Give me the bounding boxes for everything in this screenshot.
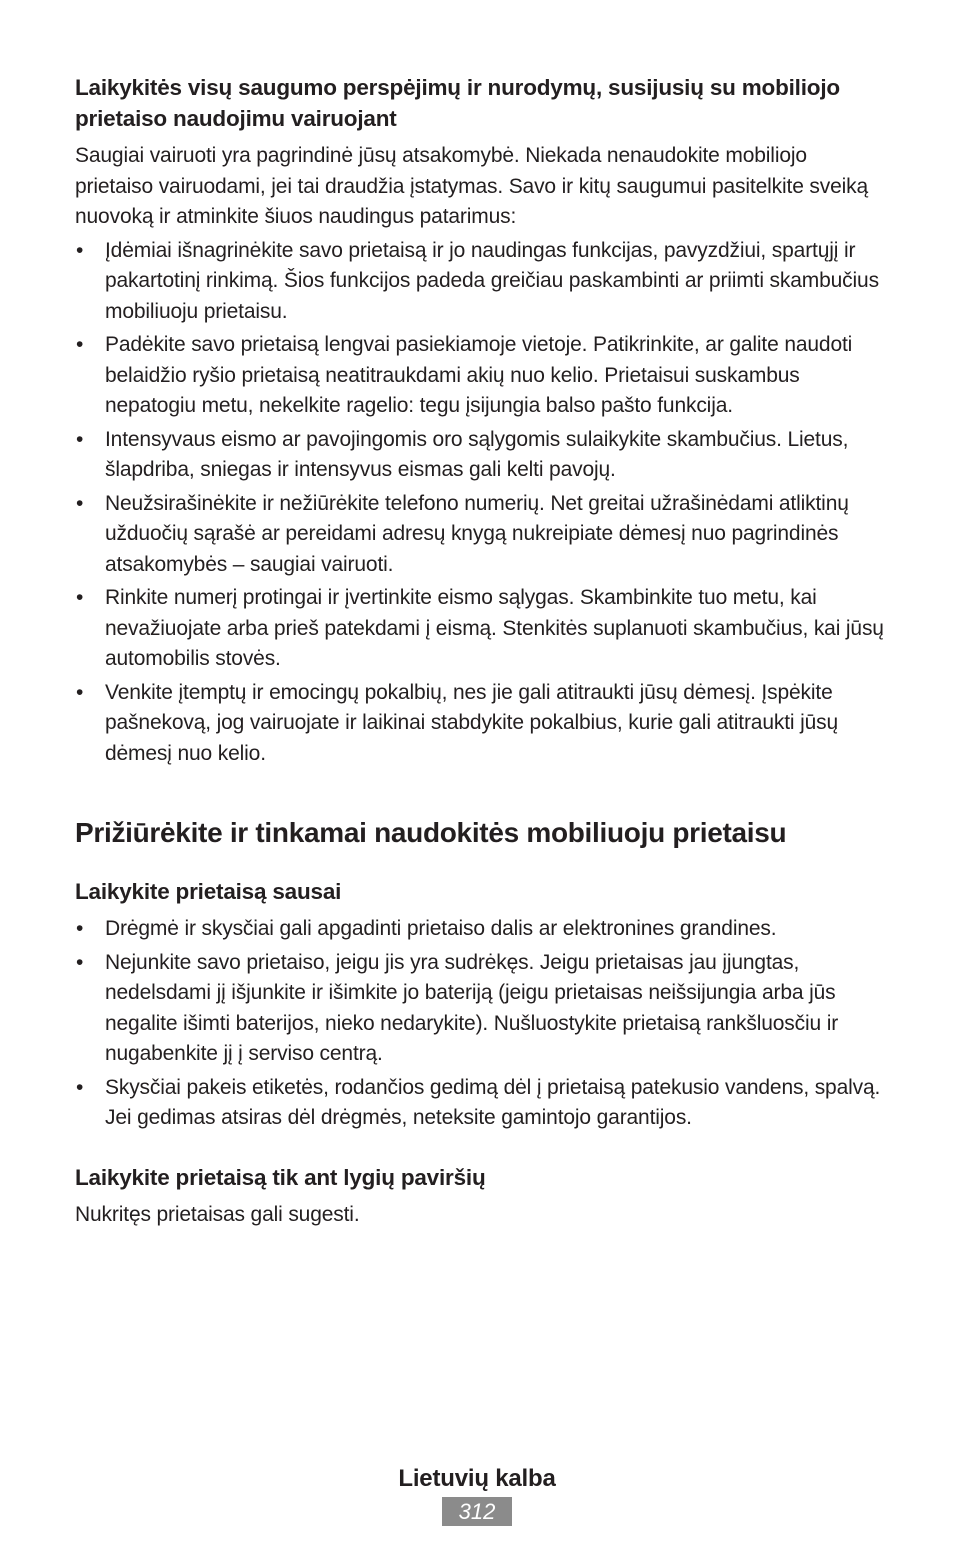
page-number: 312 — [442, 1497, 512, 1526]
list-item: • Venkite įtemptų ir emocingų pokalbių, nes jie gali atitraukti jūsų dėmesį. Įspėkite pašnekovą, jog vairuojate ir laikinai stabdykite pokalbius, kurie gali atitraukti jūsų dėmesį nuo kelio. — [75, 678, 885, 770]
document-page — [75, 72, 885, 1230]
keep-dry-list — [75, 914, 885, 1134]
list-item: • Drėgmė ir skysčiai gali apgadinti prietaiso dalis ar elektronines grandines. — [75, 914, 885, 945]
footer-language: Lietuvių kalba — [398, 1465, 556, 1492]
list-item: • Neužsirašinėkite ir nežiūrėkite telefono numerių. Net greitai užrašinėdami atliktinų užduočių sąrašė ar pereidami adresų knygą nukreipiate dėmesį nuo pagrindinės atsakomybės – saugiai vairuoti. — [75, 489, 885, 581]
section-heading-driving-safety: Laikykitės visų saugumo perspėjimų ir nurodymų, susijusių su mobiliojo prietaiso naudojimu vairuojant — [75, 75, 840, 131]
page-footer — [0, 1462, 954, 1526]
list-item: • Rinkite numerį protingai ir įvertinkite eismo sąlygas. Skambinkite tuo metu, kai nevažiuojate arba prieš patekdami į eismą. Stenkitės suplanuoti skambučius, kai jūsų automobilis stovės. — [75, 583, 885, 675]
subsection-heading-flat-surfaces: Laikykite prietaisą tik ant lygių paviršių — [75, 1164, 486, 1190]
list-item: • Įdėmiai išnagrinėkite savo prietaisą ir jo naudingas funkcijas, pavyzdžiui, spartųjį ir pakartotinį rinkimą. Šios funkcijos padeda greičiau paskambinti ar priimti skambučius mobiliuoju prietaisu. — [75, 236, 885, 328]
driving-safety-list — [75, 236, 885, 770]
driving-safety-intro: Saugiai vairuoti yra pagrindinė jūsų atsakomybė. Niekada nenaudokite mobiliojo prietaiso vairuodami, jei tai draudžia įstatymas. Savo ir kitų saugumui pasitelkite sveiką nuovoką ir atminkite šiuos naudingus patarimus: — [75, 144, 869, 228]
list-item: • Nejunkite savo prietaiso, jeigu jis yra sudrėkęs. Jeigu prietaisas jau įjungtas, nedelsdami jį išjunkite ir išimkite jo bateriją (jeigu prietaisas neišsijungia arba jūs negalite išimti baterijos, nieko nedarykite). Nušluostykite prietaisą rankšluosčiu ir nugabenkite jį į serviso centrą. — [75, 948, 885, 1070]
list-item: • Skysčiai pakeis etiketės, rodančios gedimą dėl į prietaisą patekusio vandens, spalvą. Jei gedimas atsiras dėl drėgmės, neteksite gamintojo garantijos. — [75, 1073, 885, 1134]
list-item: • Intensyvaus eismo ar pavojingomis oro sąlygomis sulaikykite skambučius. Lietus, šlapdriba, sniegas ir intensyvus eismas gali kelti pavojų. — [75, 425, 885, 486]
list-item: • Padėkite savo prietaisą lengvai pasiekiamoje vietoje. Patikrinkite, ar galite naudoti belaidžio ryšio prietaisą neatitraukdami akių nuo kelio. Prietaisui suskambus nepatogiu metu, nekelkite ragelio: tegu įsijungia balso pašto funkcija. — [75, 330, 885, 422]
subsection-heading-keep-dry: Laikykite prietaisą sausai — [75, 879, 342, 904]
section-title-device-care: Prižiūrėkite ir tinkamai naudokitės mobiliuoju prietaisu — [75, 817, 787, 848]
flat-surfaces-text: Nukritęs prietaisas gali sugesti. — [75, 1202, 360, 1226]
